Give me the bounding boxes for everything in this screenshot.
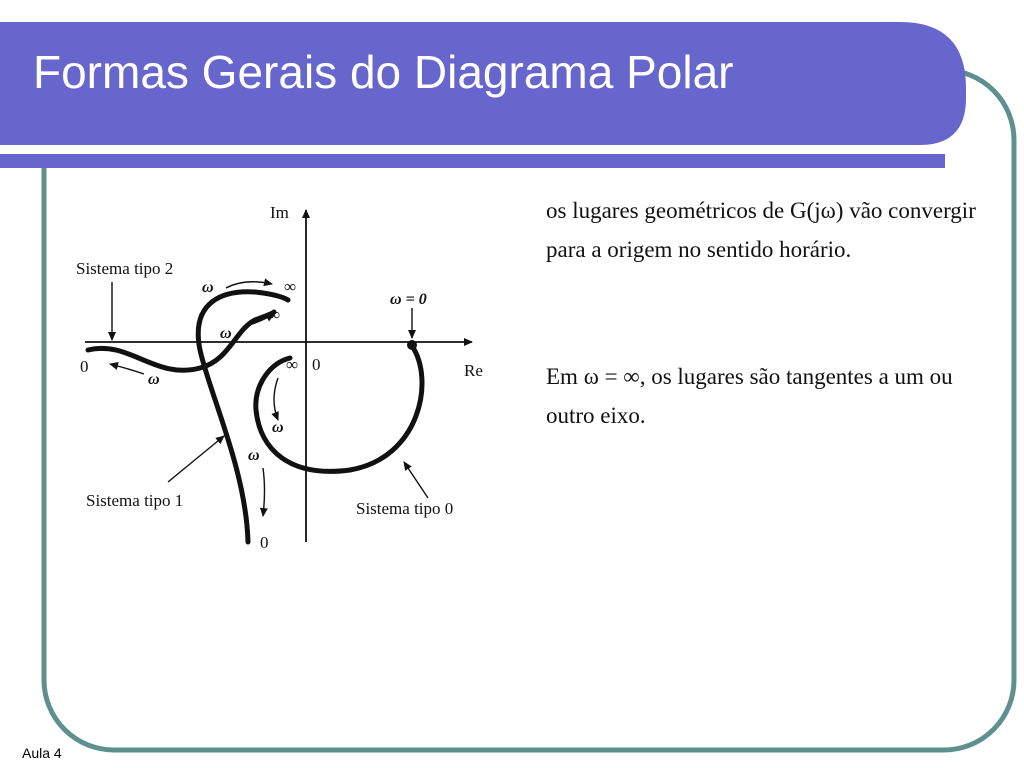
origin-label: 0 <box>312 355 321 374</box>
tipo2-label: Sistema tipo 2 <box>76 259 174 278</box>
axis-im-label: Im <box>270 203 289 222</box>
omega-zero-label: ω = 0 <box>390 291 427 308</box>
omega-label-left: ω <box>148 371 160 388</box>
slide-title: Formas Gerais do Diagrama Polar <box>33 46 734 98</box>
omega-label-top: ω <box>202 279 214 296</box>
infinity-label-lower: ∞ <box>286 355 299 374</box>
omega-label-bottom: ω <box>248 447 260 464</box>
tipo0-label: Sistema tipo 0 <box>356 499 454 518</box>
omega-arrow-left <box>110 364 144 374</box>
tipo1-label: Sistema tipo 1 <box>86 491 184 510</box>
description-paragraph-2: Em ω = ∞, os lugares são tangentes a um ou outro eixo. <box>546 364 953 428</box>
omega-label-mid: ω <box>220 325 232 342</box>
slide-footer: Aula 4 <box>22 745 62 761</box>
zero-label-bottom: 0 <box>260 533 269 552</box>
omega-arrow-bottom <box>263 468 265 516</box>
type0-curve <box>256 346 422 471</box>
banner-underline-lower <box>0 154 945 168</box>
omega-label-inner: ω <box>272 419 284 436</box>
omega-zero-point <box>407 340 417 350</box>
omega-arrow-inner <box>274 378 278 420</box>
tipo0-pointer <box>404 462 428 498</box>
axis-re-label: Re <box>464 361 483 380</box>
infinity-label-mid: ∞ <box>268 305 281 324</box>
tipo1-pointer <box>168 436 224 482</box>
omega-arrow-top <box>226 282 272 288</box>
polar-diagram <box>60 180 510 560</box>
zero-label-left: 0 <box>80 357 89 376</box>
description-paragraph-1: os lugares geométricos de G(jω) vão convergir para a origem no sentido horário. <box>546 198 976 262</box>
infinity-label-top: ∞ <box>284 277 297 296</box>
